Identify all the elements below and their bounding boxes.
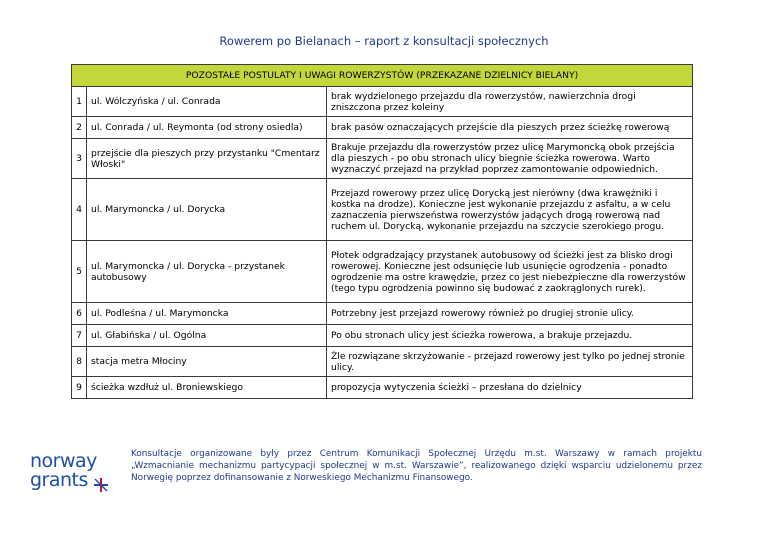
table-header-row: [72, 65, 693, 87]
row-location: ścieżka wzdłuż ul. Broniewskiego: [87, 377, 327, 399]
row-description: Płotek odgradzający przystanek autobusowy od ścieżki jest za blisko drogi rowerowej. Konieczne jest odsunięcie lub usunięcie ogrodzenia - ponadto ogrodzenie ma ostre krawędzie, przez co jest niebezpieczne dla rowerzystów (tego typu ogrodzenia powinno się budować z zaokrąglonych rurek).: [327, 241, 693, 303]
norway-grants-emblem-icon: [92, 475, 110, 495]
row-number: 1: [72, 87, 87, 117]
row-number: 9: [72, 377, 87, 399]
logo-text-norway: norway: [30, 450, 97, 472]
row-location: ul. Conrada / ul. Reymonta (od strony osiedla): [87, 117, 327, 139]
row-description: brak pasów oznaczających przejście dla pieszych przez ścieżkę rowerową: [327, 117, 693, 139]
table-row: [72, 139, 693, 179]
table-row: [72, 347, 693, 377]
row-location: ul. Głabińska / ul. Ogólna: [87, 325, 327, 347]
footer-note: Konsultacje organizowane były przez Centrum Komunikacji Społecznej Urzędu m.st. Warszawy w ramach projektu „Wzmacnianie mechanizmu partycypacji społecznej w m.st. Warszawie”, realizowanego dzięki wsparciu udzielonemu przez Norwegię poprzez dofinansowanie z Norweskiego Mechanizmu Finansowego.: [131, 449, 702, 483]
row-description: propozycja wytyczenia ścieżki – przesłana do dzielnicy: [327, 377, 693, 399]
table-row: [72, 241, 693, 303]
row-description: Po obu stronach ulicy jest ścieżka rowerowa, a brakuje przejazdu.: [327, 325, 693, 347]
row-location: stacja metra Młociny: [87, 347, 327, 377]
table-row: [72, 303, 693, 325]
row-description: Źle rozwiązane skrzyżowanie - przejazd rowerowy jest tylko po jednej stronie ulicy.: [327, 347, 693, 377]
row-number: 2: [72, 117, 87, 139]
row-description: Potrzebny jest przejazd rowerowy również po drugiej stronie ulicy.: [327, 303, 693, 325]
row-number: 7: [72, 325, 87, 347]
row-number: 8: [72, 347, 87, 377]
document-title: Rowerem po Bielanach – raport z konsultacji społecznych: [219, 34, 549, 48]
row-description: brak wydzielonego przejazdu dla rowerzystów, nawierzchnia drogi zniszczona przez koleiny: [327, 87, 693, 117]
table-row: [72, 179, 693, 241]
row-location: przejście dla pieszych przy przystanku "Cmentarz Włoski": [87, 139, 327, 179]
row-number: 3: [72, 139, 87, 179]
table-row: [72, 325, 693, 347]
row-number: 4: [72, 179, 87, 241]
row-location: ul. Wólczyńska / ul. Conrada: [87, 87, 327, 117]
logo-text-grants: grants: [30, 469, 88, 491]
row-number: 6: [72, 303, 87, 325]
row-description: Brakuje przejazdu dla rowerzystów przez ulicę Marymoncką obok przejścia dla pieszych - po obu stronach ulicy biegnie ścieżka rowerowa. Warto wyznaczyć przejazd na przykład poprzez zamontowanie odpowiednich.: [327, 139, 693, 179]
norway-grants-logo: [30, 448, 110, 494]
postulates-table: [71, 64, 693, 399]
row-number: 5: [72, 241, 87, 303]
table-row: [72, 87, 693, 117]
row-location: ul. Marymoncka / ul. Dorycka - przystanek autobusowy: [87, 241, 327, 303]
row-description: Przejazd rowerowy przez ulicę Dorycką jest nierówny (dwa krawężniki i kostka na drodze). Konieczne jest wykonanie przejazdu z asfaltu, a w celu zaznaczenia pierwszeństwa rowerzystów jadących drogą rowerową nad ruchem ul. Dorycką, wykonanie przejazdu na szczycie szerokiego progu.: [327, 179, 693, 241]
table-header: POZOSTAŁE POSTULATY I UWAGI ROWERZYSTÓW (PRZEKAZANE DZIELNICY BIELANY): [72, 65, 693, 87]
table-row: [72, 117, 693, 139]
table-row: [72, 377, 693, 399]
row-location: ul. Podleśna / ul. Marymoncka: [87, 303, 327, 325]
row-location: ul. Marymoncka / ul. Dorycka: [87, 179, 327, 241]
